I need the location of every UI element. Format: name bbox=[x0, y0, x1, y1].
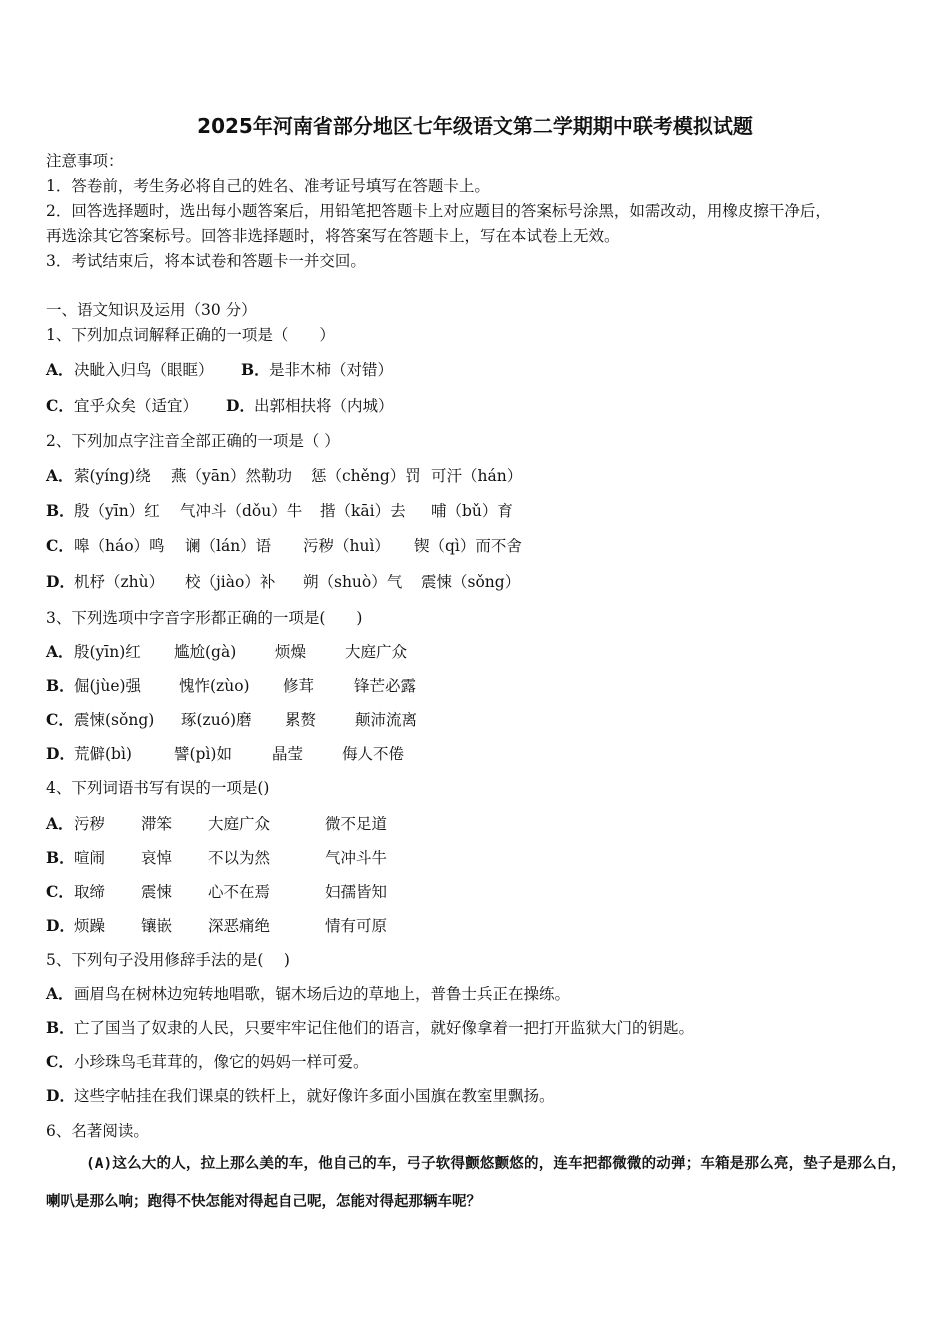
option-term: 哺（bǔ）育 bbox=[431, 502, 513, 520]
option-term: 机杼（zhù） bbox=[74, 573, 165, 591]
option-label: A． bbox=[46, 984, 74, 1003]
option-term: 朔（shuò）气 bbox=[303, 573, 403, 591]
question-stem: 2、下列加点字注音全部正确的一项是（ ） bbox=[46, 432, 340, 450]
option-label: B． bbox=[46, 676, 75, 695]
option-term: 情有可原 bbox=[325, 917, 388, 935]
option-b bbox=[46, 675, 417, 697]
passage-text: (A)这么大的人，拉上那么美的车，他自己的车，弓子软得颤悠颤悠的，连车把都微微的动弹；车箱是那么亮，垫子是那么白，喇叭是那么响；跑得不快怎能对得起自己呢，怎能对得起那辆车呢？ bbox=[46, 1156, 906, 1210]
option-label: D． bbox=[46, 916, 75, 935]
page-title: 2025年河南省部分地区七年级语文第二学期期中联考模拟试题 bbox=[197, 114, 753, 138]
option-term: 气冲斗牛 bbox=[325, 849, 388, 867]
option-a bbox=[46, 983, 570, 1005]
option-label: C． bbox=[46, 882, 74, 901]
option-text: 小珍珠鸟毛茸茸的，像它的妈妈一样可爱。 bbox=[74, 1053, 369, 1071]
option-d bbox=[46, 571, 521, 593]
option-term: 殷(yīn)红 bbox=[74, 643, 141, 661]
option-term: 烦躁 bbox=[74, 917, 106, 935]
option-term: 妇孺皆知 bbox=[325, 883, 388, 901]
option-c bbox=[46, 395, 198, 417]
option-text: 画眉鸟在树林边宛转地唱歌，锯木场后边的草地上，普鲁士兵正在操练。 bbox=[74, 985, 571, 1003]
question-stem: 6、名著阅读。 bbox=[46, 1122, 149, 1140]
option-term: 大庭广众 bbox=[208, 815, 271, 833]
option-term: 污秽 bbox=[74, 815, 106, 833]
option-a bbox=[46, 641, 408, 663]
option-term: 萦(yíng)绕 bbox=[74, 467, 151, 485]
option-term: 燕（yān）然勒功 bbox=[171, 467, 292, 485]
question-stem: 3、下列选项中字音字形都正确的一项是( ) bbox=[46, 609, 363, 627]
option-text: 出郭相扶将（内城） bbox=[254, 397, 394, 415]
question-stem: 5、下列句子没用修辞手法的是( ) bbox=[46, 951, 290, 969]
option-term: 喧闹 bbox=[74, 849, 106, 867]
option-label: C． bbox=[46, 536, 74, 555]
option-text: 决眦入归鸟（眼眶） bbox=[74, 361, 214, 379]
option-text: 宜乎众矣（适宜） bbox=[74, 397, 199, 415]
option-label: B． bbox=[241, 360, 270, 379]
option-term: 烦燥 bbox=[275, 643, 307, 661]
option-a bbox=[46, 359, 214, 381]
option-d bbox=[46, 743, 405, 765]
option-term: 嗥（háo）鸣 bbox=[74, 537, 165, 555]
question-stem: 1、下列加点词解释正确的一项是（ ） bbox=[46, 326, 335, 344]
option-term: 累赘 bbox=[285, 711, 317, 729]
option-label: C． bbox=[46, 396, 74, 415]
option-label: A． bbox=[46, 360, 74, 379]
option-label: C． bbox=[46, 710, 74, 729]
option-term: 谰（lán）语 bbox=[185, 537, 272, 555]
option-text: 是非木柿（对错） bbox=[269, 361, 394, 379]
option-b bbox=[46, 847, 388, 869]
option-b bbox=[241, 359, 393, 381]
option-term: 倔(jùe)强 bbox=[74, 677, 142, 695]
option-term: 大庭广众 bbox=[345, 643, 408, 661]
notice-item: 1．答卷前，考生务必将自己的姓名、准考证号填写在答题卡上。 bbox=[46, 177, 490, 195]
option-term: 滞笨 bbox=[141, 815, 173, 833]
option-d bbox=[46, 1085, 555, 1107]
option-label: B． bbox=[46, 1018, 75, 1037]
option-term: 心不在焉 bbox=[208, 883, 271, 901]
option-a bbox=[46, 813, 388, 835]
option-text: 这些字帖挂在我们课桌的铁杆上，就好像许多面小国旗在教室里飘扬。 bbox=[74, 1087, 555, 1105]
option-term: 尴尬(gà) bbox=[174, 643, 237, 661]
option-term: 愧怍(zùo) bbox=[179, 677, 250, 695]
option-d bbox=[226, 395, 394, 417]
option-b bbox=[46, 1017, 694, 1039]
notice-item: 3．考试结束后，将本试卷和答题卡一并交回。 bbox=[46, 252, 366, 270]
option-label: D． bbox=[46, 572, 75, 591]
option-label: D． bbox=[226, 396, 255, 415]
option-term: 取缔 bbox=[74, 883, 106, 901]
option-term: 琢(zuó)磨 bbox=[181, 711, 252, 729]
option-term: 荒僻(bì) bbox=[74, 745, 132, 763]
option-c bbox=[46, 535, 522, 557]
option-term: 惩（chěng）罚 bbox=[311, 467, 421, 485]
option-term: 锋芒必露 bbox=[354, 677, 417, 695]
option-term: 校（jiào）补 bbox=[185, 573, 276, 591]
option-label: A． bbox=[46, 642, 74, 661]
option-label: A． bbox=[46, 814, 74, 833]
question-stem: 4、下列词语书写有误的一项是() bbox=[46, 779, 270, 797]
option-term: 譬(pì)如 bbox=[174, 745, 232, 763]
option-term: 殷（yīn）红 bbox=[74, 502, 160, 520]
notice-item: 2．回答选择题时，选出每小题答案后，用铅笔把答题卡上对应题目的答案标号涂黑，如需改动，用橡皮擦干净后， bbox=[46, 202, 831, 220]
option-term: 修茸 bbox=[283, 677, 315, 695]
option-label: D． bbox=[46, 1086, 75, 1105]
option-term: 震悚(sǒng) bbox=[74, 711, 155, 729]
option-term: 气冲斗（dǒu）牛 bbox=[180, 502, 303, 520]
option-c bbox=[46, 1051, 369, 1073]
notice-item: 再选涂其它答案标号。回答非选择题时，将答案写在答题卡上，写在本试卷上无效。 bbox=[46, 227, 620, 245]
option-term: 侮人不倦 bbox=[342, 745, 405, 763]
option-text: 亡了国当了奴隶的人民，只要牢牢记住他们的语言，就好像拿着一把打开监狱大门的钥匙。 bbox=[74, 1019, 695, 1037]
option-b bbox=[46, 500, 513, 522]
option-a bbox=[46, 465, 523, 487]
option-label: B． bbox=[46, 501, 75, 520]
option-term: 颠沛流离 bbox=[355, 711, 418, 729]
option-term: 可汗（hán） bbox=[431, 467, 523, 485]
option-label: D． bbox=[46, 744, 75, 763]
option-term: 微不足道 bbox=[325, 815, 388, 833]
option-term: 深恶痛绝 bbox=[208, 917, 271, 935]
option-c bbox=[46, 881, 388, 903]
option-term: 震悚 bbox=[141, 883, 173, 901]
option-term: 震悚（sǒng） bbox=[421, 573, 521, 591]
reading-passage bbox=[46, 1145, 906, 1221]
option-term: 镶嵌 bbox=[141, 917, 173, 935]
option-label: B． bbox=[46, 848, 75, 867]
option-term: 污秽（huì） bbox=[303, 537, 390, 555]
section-heading: 一、语文知识及运用（30 分） bbox=[46, 301, 257, 319]
option-term: 哀悼 bbox=[141, 849, 173, 867]
option-label: A． bbox=[46, 466, 74, 485]
option-term: 晶莹 bbox=[272, 745, 304, 763]
option-d bbox=[46, 915, 388, 937]
notice-heading: 注意事项： bbox=[46, 152, 124, 170]
option-c bbox=[46, 709, 418, 731]
option-term: 揩（kāi）去 bbox=[320, 502, 406, 520]
option-term: 锲（qì）而不舍 bbox=[414, 537, 522, 555]
option-label: C． bbox=[46, 1052, 74, 1071]
option-term: 不以为然 bbox=[208, 849, 271, 867]
